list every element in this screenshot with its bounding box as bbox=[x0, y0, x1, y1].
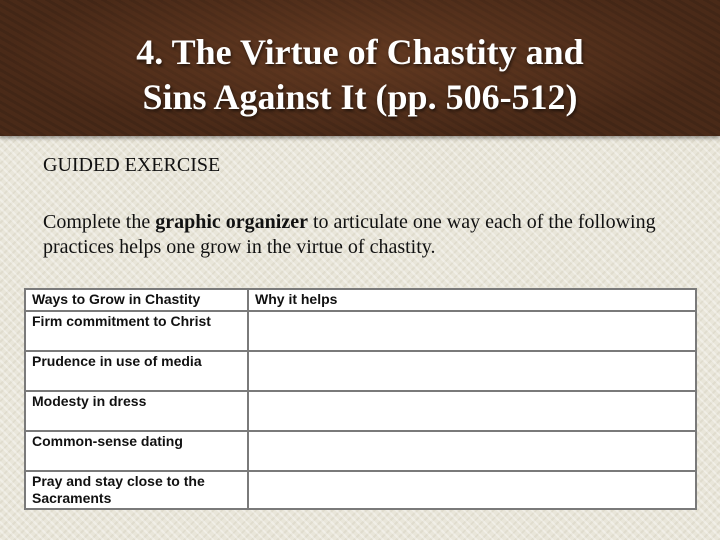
column-header-why: Why it helps bbox=[248, 289, 696, 311]
graphic-organizer-table bbox=[24, 288, 697, 510]
practice-cell: Firm commitment to Christ bbox=[25, 311, 248, 351]
instructions-before: Complete the bbox=[43, 211, 156, 233]
slide-title bbox=[0, 30, 720, 120]
instructions-text bbox=[43, 210, 683, 260]
section-label: GUIDED EXERCISE bbox=[43, 154, 221, 176]
slide-title-line-1: 4. The Virtue of Chastity and bbox=[136, 32, 584, 72]
practice-cell: Pray and stay close to the Sacraments bbox=[25, 471, 248, 509]
table-row bbox=[25, 311, 696, 351]
why-cell[interactable] bbox=[248, 391, 696, 431]
table-header-row bbox=[25, 289, 696, 311]
slide-title-line-2: Sins Against It (pp. 506-512) bbox=[142, 77, 578, 117]
practice-cell: Common-sense dating bbox=[25, 431, 248, 471]
practice-cell: Modesty in dress bbox=[25, 391, 248, 431]
table-row bbox=[25, 431, 696, 471]
table-row bbox=[25, 391, 696, 431]
practice-cell: Prudence in use of media bbox=[25, 351, 248, 391]
title-banner bbox=[0, 0, 720, 136]
table-row bbox=[25, 471, 696, 509]
column-header-ways: Ways to Grow in Chastity bbox=[25, 289, 248, 311]
table-row bbox=[25, 351, 696, 391]
why-cell[interactable] bbox=[248, 431, 696, 471]
why-cell[interactable] bbox=[248, 311, 696, 351]
instructions-emphasis: graphic organizer bbox=[155, 211, 308, 233]
why-cell[interactable] bbox=[248, 351, 696, 391]
why-cell[interactable] bbox=[248, 471, 696, 509]
instructions-after: to articulate one way each of the following practices helps one grow in the virtue of chastity. bbox=[43, 211, 656, 258]
